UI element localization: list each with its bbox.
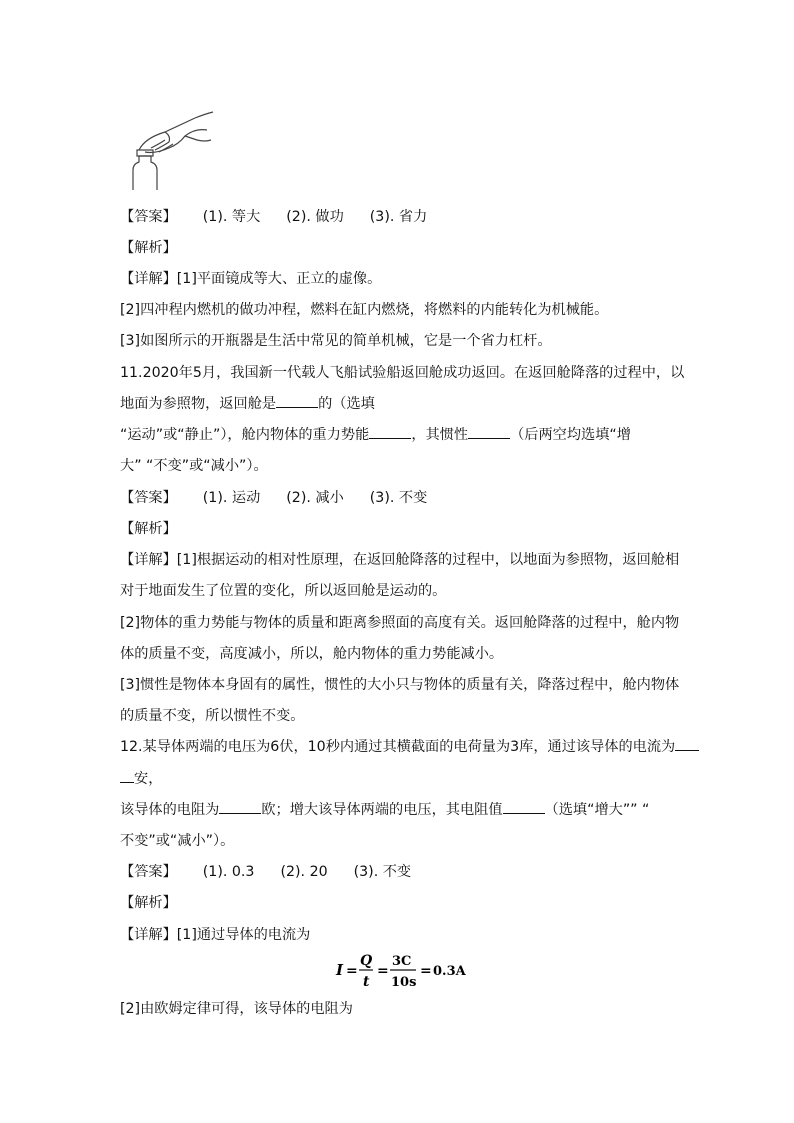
q12-stem-line-3: 该导体的电阻为 欧；增大该导体两端的电压，其电阻值 （选填“增大”” “ bbox=[120, 802, 650, 818]
fill-blank bbox=[276, 395, 318, 408]
formula-num: 3C bbox=[392, 954, 412, 969]
q11-detail-2b: 体的质量不变，高度减小，所以，舱内物体的重力势能减小。 bbox=[120, 646, 504, 662]
q12-stem-line-1: 12.某导体两端的电压为6伏，10秒内通过其横截面的电荷量为3库，通过该导体的电流为 bbox=[120, 738, 699, 756]
fill-blank bbox=[468, 426, 510, 439]
q11-answer bbox=[120, 489, 427, 507]
detail-tag: 【详解】 bbox=[120, 927, 177, 943]
answer-item: (2). 减小 bbox=[286, 490, 344, 506]
answer-tag: 【答案】 bbox=[120, 209, 177, 225]
q11-stem-line-1: 11.2020年5月，我国新一代载人飞船试验船返回舱成功返回。在返回舱降落的过程中，以 bbox=[120, 365, 685, 381]
svg-text:=: = bbox=[346, 963, 358, 979]
svg-text:=: = bbox=[420, 963, 432, 979]
q10-detail-1: 【详解】[1]平面镜成等大、正立的虚像。 bbox=[120, 271, 382, 287]
q11-stem-line-2: 地面为参照物，返回舱是 的（选填 bbox=[120, 396, 375, 412]
answer-item: (3). 不变 bbox=[353, 864, 412, 880]
q10-answer bbox=[120, 208, 427, 226]
detail-tag: 【详解】 bbox=[120, 552, 177, 568]
q11-detail-3a: [3]惯性是物体本身固有的属性，惯性的大小只与物体的质量有关，降落过程中，舱内物体 bbox=[120, 677, 680, 693]
svg-text:=: = bbox=[377, 963, 389, 979]
formula-t: t bbox=[363, 974, 370, 990]
answer-item: (1). 0.3 bbox=[202, 864, 255, 880]
formula-den: 10s bbox=[391, 975, 417, 990]
q11-detail-3b: 的质量不变，所以惯性不变。 bbox=[120, 708, 305, 724]
q10-detail-3: [3]如图所示的开瓶器是生活中常见的简单机械，它是一个省力杠杆。 bbox=[120, 333, 552, 349]
fill-blank bbox=[219, 801, 261, 814]
q10-detail-2: [2]四冲程内燃机的做功冲程，燃料在缸内燃烧，将燃料的内能转化为机械能。 bbox=[120, 302, 609, 318]
fill-blank bbox=[369, 426, 411, 439]
q12-stem-line-4: 不变”或“减小”）。 bbox=[120, 833, 235, 849]
formula-i: I bbox=[336, 961, 344, 979]
answer-tag: 【答案】 bbox=[120, 864, 177, 880]
q11-detail-1a: 【详解】[1]根据运动的相对性原理，在返回舱降落的过程中，以地面为参照物，返回舱相 bbox=[120, 552, 680, 568]
bottle-opener-illustration bbox=[125, 110, 215, 192]
detail-tag: 【详解】 bbox=[120, 271, 177, 287]
q12-stem-line-2: 安， bbox=[120, 770, 162, 788]
answer-tag: 【答案】 bbox=[120, 490, 177, 506]
answer-item: (2). 20 bbox=[280, 864, 328, 880]
answer-item: (1). 等大 bbox=[202, 209, 261, 225]
answer-item: (3). 不变 bbox=[369, 490, 428, 506]
q11-analysis-tag: 【解析】 bbox=[120, 521, 177, 537]
answer-item: (1). 运动 bbox=[202, 490, 261, 506]
formula-result: 0.3A bbox=[433, 964, 466, 979]
q11-detail-1b: 对于地面发生了位置的变化，所以返回舱是运动的。 bbox=[120, 583, 447, 599]
fill-blank bbox=[120, 770, 134, 783]
answer-item: (2). 做功 bbox=[286, 209, 344, 225]
q12-answer bbox=[120, 863, 411, 881]
q11-detail-2a: [2]物体的重力势能与物体的质量和距离参照面的高度有关。返回舱降落的过程中，舱内物 bbox=[120, 615, 680, 631]
q12-analysis-tag: 【解析】 bbox=[120, 895, 177, 911]
fill-blank bbox=[675, 738, 699, 751]
q11-stem-line-3: “运动”或“静止”），舱内物体的重力势能 ，其惯性 （后两空均选填“增 bbox=[120, 427, 631, 443]
current-formula bbox=[334, 948, 474, 992]
q10-analysis-tag: 【解析】 bbox=[120, 240, 177, 256]
q12-detail-1: 【详解】[1]通过导体的电流为 bbox=[120, 927, 311, 943]
fill-blank bbox=[503, 801, 545, 814]
q12-detail-2: [2]由欧姆定律可得，该导体的电阻为 bbox=[120, 1001, 353, 1017]
answer-item: (3). 省力 bbox=[369, 209, 428, 225]
formula-q: Q bbox=[360, 953, 373, 969]
q11-stem-line-4: 大” “不变”或“减小”）。 bbox=[120, 458, 268, 474]
